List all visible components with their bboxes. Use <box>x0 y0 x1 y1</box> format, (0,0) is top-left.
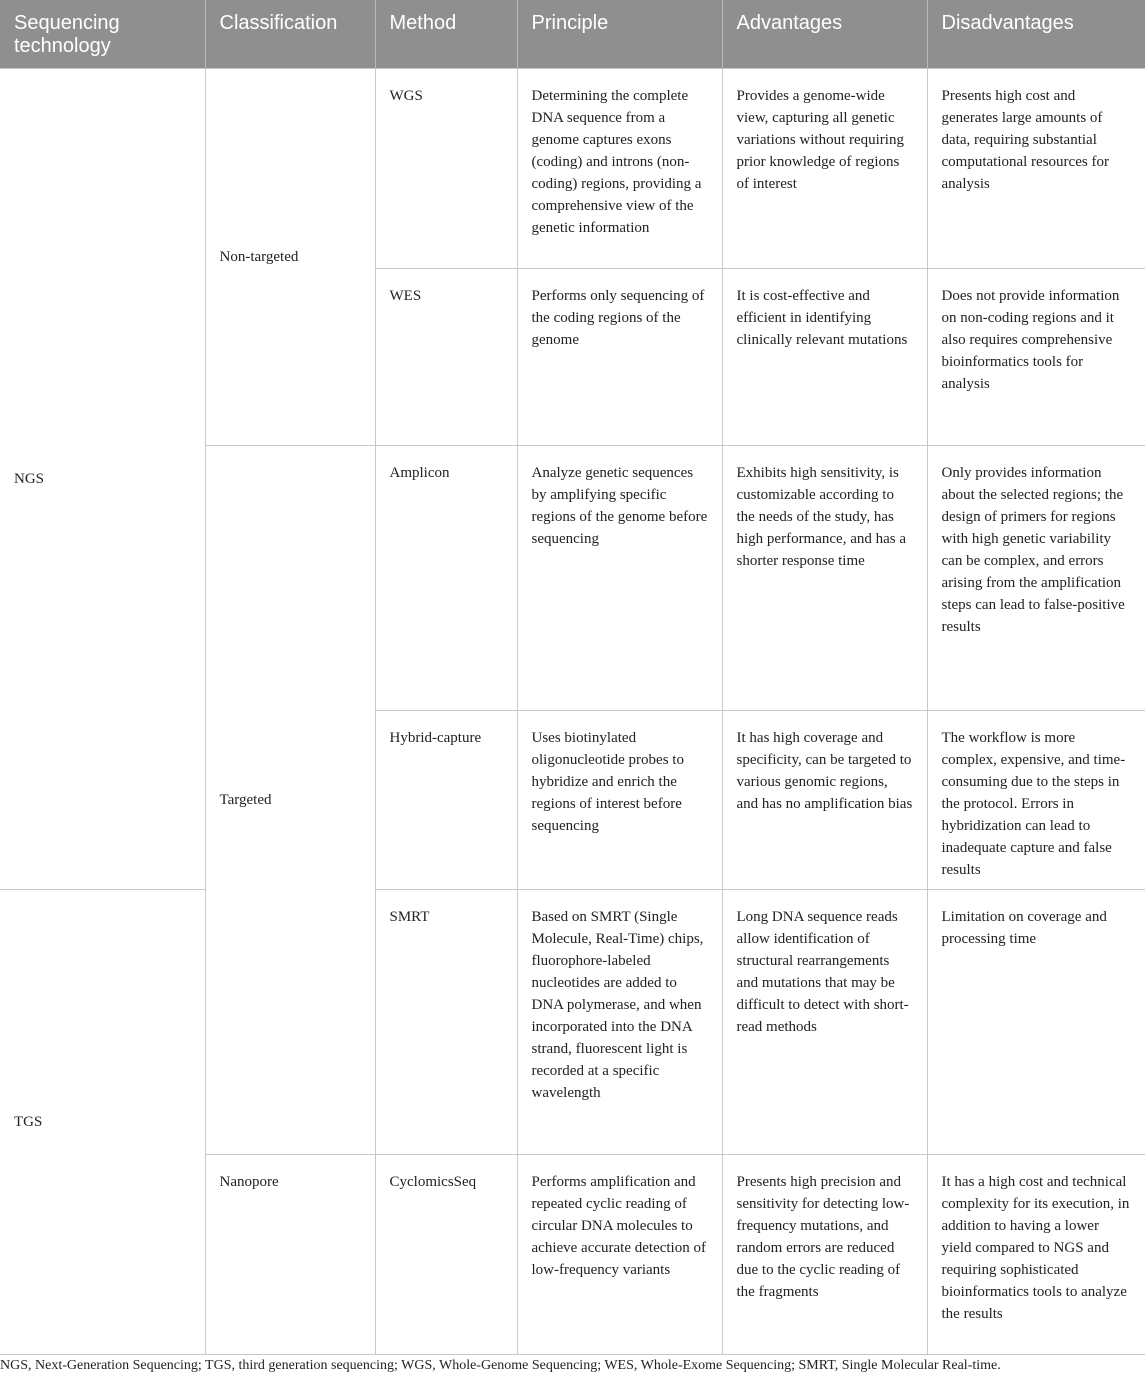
header-sequencing-technology: Sequencing technology <box>0 0 205 68</box>
header-row <box>0 0 1145 68</box>
method-cell: Hybrid-capture <box>375 710 517 889</box>
disadvantages-cell: Only provides information about the selected regions; the design of primers for regions with high genetic variability can be complex, and errors arising from the amplification steps can lead to false-positive results <box>927 445 1145 710</box>
disadvantages-cell: The workflow is more complex, expensive, and time-consuming due to the steps in the protocol. Errors in hybridization can lead to inadequate capture and false results <box>927 710 1145 889</box>
advantages-cell: Provides a genome-wide view, capturing all genetic variations without requiring prior knowledge of regions of interest <box>722 68 927 268</box>
method-cell: Amplicon <box>375 445 517 710</box>
method-cell: SMRT <box>375 889 517 1154</box>
header-principle: Principle <box>517 0 722 68</box>
technology-cell-ngs: NGS <box>0 68 205 889</box>
header-method: Method <box>375 0 517 68</box>
advantages-cell: Presents high precision and sensitivity for detecting low-frequency mutations, and random errors are reduced due to the cyclic reading of the fragments <box>722 1154 927 1354</box>
advantages-cell: Long DNA sequence reads allow identification of structural rearrangements and mutations that may be difficult to detect with short-read methods <box>722 889 927 1154</box>
method-cell: WES <box>375 268 517 445</box>
disadvantages-cell: Limitation on coverage and processing time <box>927 889 1145 1154</box>
advantages-cell: It has high coverage and specificity, can be targeted to various genomic regions, and has no amplification bias <box>722 710 927 889</box>
principle-cell: Performs amplification and repeated cyclic reading of circular DNA molecules to achieve accurate detection of low-frequency variants <box>517 1154 722 1354</box>
header-advantages: Advantages <box>722 0 927 68</box>
table-footnote: NGS, Next-Generation Sequencing; TGS, third generation sequencing; WGS, Whole-Genome Sequencing; WES, Whole-Exome Sequencing; SMRT, Single Molecular Real-time. <box>0 1358 1001 1373</box>
principle-cell: Analyze genetic sequences by amplifying specific regions of the genome before sequencing <box>517 445 722 710</box>
disadvantages-cell: Does not provide information on non-coding regions and it also requires comprehensive bioinformatics tools for analysis <box>927 268 1145 445</box>
header-classification: Classification <box>205 0 375 68</box>
classification-cell-targeted: Targeted <box>205 445 375 1154</box>
header-disadvantages: Disadvantages <box>927 0 1145 68</box>
method-cell: CyclomicsSeq <box>375 1154 517 1354</box>
advantages-cell: It is cost-effective and efficient in identifying clinically relevant mutations <box>722 268 927 445</box>
disadvantages-cell: Presents high cost and generates large amounts of data, requiring substantial computational resources for analysis <box>927 68 1145 268</box>
table-row <box>0 68 1145 268</box>
principle-cell: Uses biotinylated oligonucleotide probes to hybridize and enrich the regions of interest before sequencing <box>517 710 722 889</box>
classification-cell-non-targeted: Non-targeted <box>205 68 375 445</box>
technology-cell-tgs: TGS <box>0 889 205 1354</box>
disadvantages-cell: It has a high cost and technical complexity for its execution, in addition to having a lower yield compared to NGS and requiring sophisticated bioinformatics tools to analyze the results <box>927 1154 1145 1354</box>
advantages-cell: Exhibits high sensitivity, is customizable according to the needs of the study, has high performance, and has a shorter response time <box>722 445 927 710</box>
classification-cell-nanopore: Nanopore <box>205 1154 375 1354</box>
principle-cell: Determining the complete DNA sequence from a genome captures exons (coding) and introns (non-coding) regions, providing a comprehensive view of the genetic information <box>517 68 722 268</box>
method-cell: WGS <box>375 68 517 268</box>
principle-cell: Based on SMRT (Single Molecule, Real-Time) chips, fluorophore-labeled nucleotides are added to DNA polymerase, and when incorporated into the DNA strand, fluorescent light is recorded at a specific wavelength <box>517 889 722 1154</box>
principle-cell: Performs only sequencing of the coding regions of the genome <box>517 268 722 445</box>
table-row <box>0 889 1145 1154</box>
